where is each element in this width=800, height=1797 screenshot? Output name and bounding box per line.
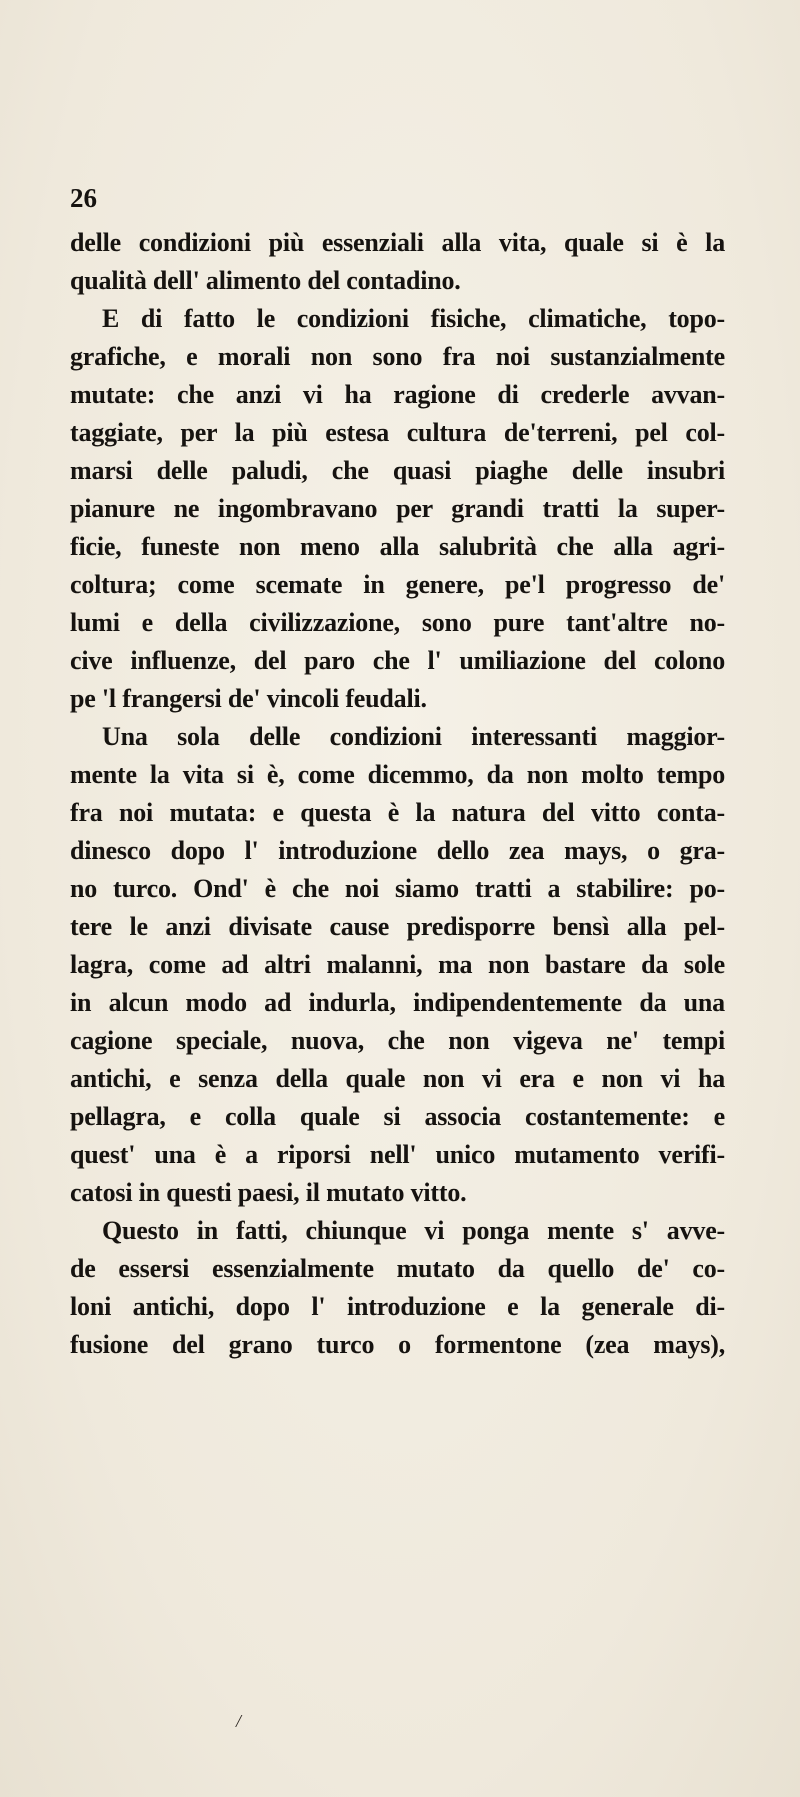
text-line: no turco. Ond' è che noi siamo tratti a stabilire: po- [70, 874, 725, 903]
text-line: lagra, come ad altri malanni, ma non bastare da sole [70, 950, 725, 979]
text-line: pianure ne ingombravano per grandi tratti la super- [70, 494, 725, 523]
paragraph-start-line: Una sola delle condizioni interessanti maggior- [102, 722, 725, 751]
text-line: fra noi mutata: e questa è la natura del vitto conta- [70, 798, 725, 827]
text-line: pellagra, e colla quale si associa costantemente: e [70, 1102, 725, 1131]
text-line: catosi in questi paesi, il mutato vitto. [70, 1178, 467, 1207]
text-line: dinesco dopo l' introduzione dello zea mays, o gra- [70, 836, 725, 865]
text-line: taggiate, per la più estesa cultura de'terreni, pel col- [70, 418, 725, 447]
text-line: fusione del grano turco o formentone (zea mays), [70, 1330, 725, 1359]
text-line: ficie, funeste non meno alla salubrità che alla agri- [70, 532, 725, 561]
text-line: cagione speciale, nuova, che non vigeva ne' tempi [70, 1026, 725, 1055]
text-line: antichi, e senza della quale non vi era e non vi ha [70, 1064, 725, 1093]
paragraph-start-line: E di fatto le condizioni fisiche, climatiche, topo- [102, 304, 725, 333]
paragraph-start-line: Questo in fatti, chiunque vi ponga mente s' avve- [102, 1216, 725, 1245]
text-line: quest' una è a riporsi nell' unico mutamento verifi- [70, 1140, 725, 1169]
text-line: mente la vita si è, come dicemmo, da non molto tempo [70, 760, 725, 789]
page-number: 26 [70, 183, 97, 213]
text-line: de essersi essenzialmente mutato da quello de' co- [70, 1254, 725, 1283]
text-line: pe 'l frangersi de' vincoli feudali. [70, 684, 427, 713]
text-line: delle condizioni più essenziali alla vita, quale si è la [70, 228, 725, 257]
text-line: marsi delle paludi, che quasi piaghe delle insubri [70, 456, 725, 485]
text-line: in alcun modo ad indurla, indipendentemente da una [70, 988, 725, 1017]
text-line: cive influenze, del paro che l' umiliazione del colono [70, 646, 725, 675]
text-line: coltura; come scemate in genere, pe'l progresso de' [70, 570, 725, 599]
text-line: tere le anzi divisate cause predisporre bensì alla pel- [70, 912, 725, 941]
text-line: grafiche, e morali non sono fra noi sustanzialmente [70, 342, 725, 371]
text-line: loni antichi, dopo l' introduzione e la generale di- [70, 1292, 725, 1321]
stray-ink-mark: / [236, 1711, 242, 1731]
text-line: lumi e della civilizzazione, sono pure tant'altre no- [70, 608, 725, 637]
text-line: qualità dell' alimento del contadino. [70, 266, 461, 295]
text-line: mutate: che anzi vi ha ragione di crederle avvan- [70, 380, 725, 409]
